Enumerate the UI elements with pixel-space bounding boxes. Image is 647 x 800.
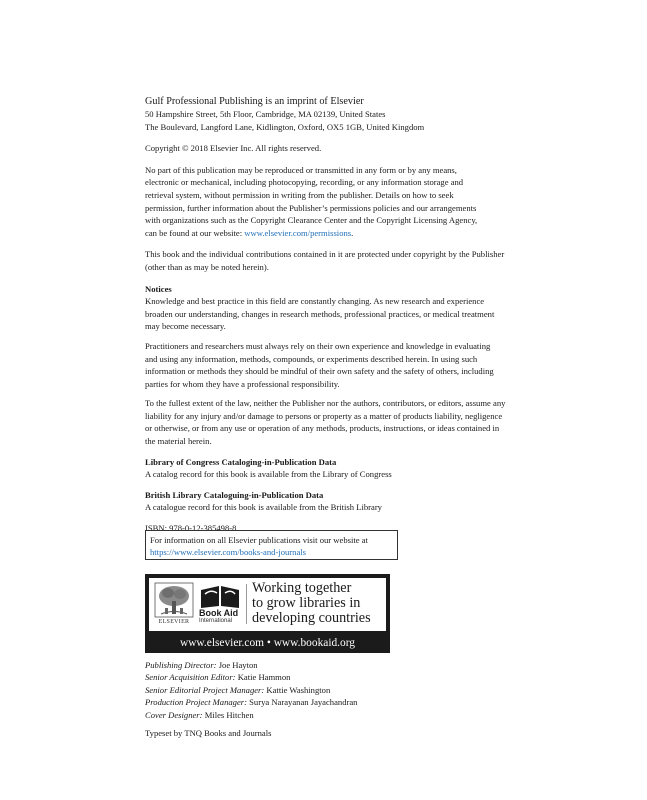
- copyright-page-content: [145, 95, 555, 535]
- elsevier-tree-logo: [153, 581, 195, 628]
- notices-line: and using any information, methods, compounds, or experiments described herein. In using such: [145, 353, 478, 364]
- address-line-2: The Boulevard, Langford Lane, Kidlington, Oxford, OX5 1GB, United Kingdom: [145, 121, 425, 132]
- infobox-text: For information on all Elsevier publications visit our website at: [150, 535, 368, 545]
- banner-tagline: [252, 581, 384, 627]
- permissions-line: with organizations such as the Copyright Clearance Center and the Copyright Licensing Agency,: [145, 215, 478, 226]
- banner-divider: [246, 584, 247, 624]
- credit-name: Katie Hammon: [237, 672, 291, 683]
- credit-row: [145, 696, 357, 708]
- permissions-line: No part of this publication may be reproduced or transmitted in any form or by any means,: [145, 164, 457, 175]
- notices-line: To the fullest extent of the law, neither the Publisher nor the authors, contributors, or editors, assume any: [145, 398, 506, 409]
- tagline-line: Working together: [252, 580, 352, 596]
- protection-line: (other than as may be noted herein).: [145, 261, 269, 272]
- permissions-line-last: [145, 227, 555, 240]
- credit-role: Production Project Manager:: [145, 697, 247, 708]
- permissions-paragraph: [145, 164, 555, 240]
- credit-row: [145, 709, 357, 721]
- notices-line: information or methods they should be mindful of their own safety and the safety of others, including: [145, 366, 494, 377]
- bookaid-subtitle: International: [199, 618, 233, 624]
- notices-line: parties for whom they have a professional responsibility.: [145, 378, 340, 389]
- imprint-title: Gulf Professional Publishing is an imprint of Elsevier: [145, 96, 364, 107]
- isbn: ISBN: 978-0-12-385498-8: [145, 523, 237, 534]
- credit-name: Kattie Washington: [266, 684, 331, 695]
- typeset-line: Typeset by TNQ Books and Journals: [145, 728, 272, 738]
- notices-line: or otherwise, or from any use or operation of any methods, products, instructions, or ideas contained in: [145, 423, 500, 434]
- credit-row: [145, 659, 357, 671]
- notices-line: Practitioners and researchers must always rely on their own experience and knowledge in evaluating: [145, 340, 491, 351]
- tagline-line: to grow libraries in: [252, 595, 361, 612]
- credit-row: [145, 684, 357, 696]
- notices-heading: Notices: [145, 283, 172, 294]
- bl-heading: British Library Cataloguing-in-Publication Data: [145, 489, 324, 500]
- credit-role: Senior Editorial Project Manager:: [145, 684, 265, 695]
- credit-name: Joe Hayton: [218, 660, 258, 670]
- bookaid-name: Book Aid: [199, 608, 239, 618]
- notices-line: the material herein.: [145, 436, 212, 447]
- notices-line: broaden our understanding, changes in research methods, professional practices, or medical treatment: [145, 308, 495, 319]
- notices-section: [145, 283, 555, 448]
- credit-role: Cover Designer:: [145, 709, 203, 720]
- permissions-line: retrieval system, without permission in writing from the publisher. Details on how to seek: [145, 189, 454, 200]
- permissions-line: permission, further information about the Publisher’s permissions policies and our arrangements: [145, 202, 477, 213]
- elsevier-info-box: [145, 530, 398, 560]
- elsevier-label: ELSEVIER: [158, 619, 190, 625]
- credit-role: Senior Acquisition Editor:: [145, 672, 236, 683]
- credit-name: Miles Hitchen: [204, 709, 254, 720]
- banner-top-panel: [149, 578, 386, 631]
- credit-role: Publishing Director:: [145, 660, 217, 670]
- address-line-1: 50 Hampshire Street, 5th Floor, Cambridge, MA 02139, United States: [145, 109, 386, 119]
- bookaid-logo: [199, 584, 243, 626]
- loc-cip-section: [145, 456, 555, 481]
- bl-text: A catalogue record for this book is available from the British Library: [145, 502, 382, 513]
- protection-line: This book and the individual contributions contained in it are protected under copyright by the Publisher: [145, 249, 505, 260]
- book-aid-banner: [145, 574, 390, 653]
- protection-paragraph: [145, 248, 555, 273]
- permissions-link[interactable]: www.elsevier.com/permissions: [244, 227, 352, 238]
- notices-line: Knowledge and best practice in this field are constantly changing. As new research and experience: [145, 296, 485, 307]
- permissions-suffix: .: [351, 227, 354, 238]
- notices-paragraph-3: [145, 397, 555, 447]
- permissions-prefix: can be found at our website:: [145, 227, 245, 238]
- permissions-line: electronic or mechanical, including photocopying, recording, or any information storage and: [145, 177, 464, 188]
- infobox-link[interactable]: https://www.elsevier.com/books-and-journals: [150, 547, 307, 557]
- credit-name: Surya Narayanan Jayachandran: [249, 697, 358, 708]
- tagline-line: developing countries: [252, 610, 371, 627]
- copyright-notice: Copyright © 2018 Elsevier Inc. All rights reserved.: [145, 143, 322, 154]
- banner-urls: www.elsevier.com • www.bookaid.org: [179, 637, 356, 649]
- production-credits: [145, 659, 357, 721]
- loc-text: A catalog record for this book is available from the Library of Congress: [145, 469, 392, 480]
- loc-heading: Library of Congress Cataloging-in-Publication Data: [145, 456, 337, 467]
- bl-cip-section: [145, 489, 555, 514]
- notices-line: may become necessary.: [145, 321, 226, 332]
- credit-row: [145, 671, 357, 683]
- open-book-icon: [199, 584, 243, 610]
- notices-line: liability for any injury and/or damage to persons or property as a matter of products liability, negligence: [145, 410, 503, 421]
- notices-paragraph-2: [145, 340, 555, 390]
